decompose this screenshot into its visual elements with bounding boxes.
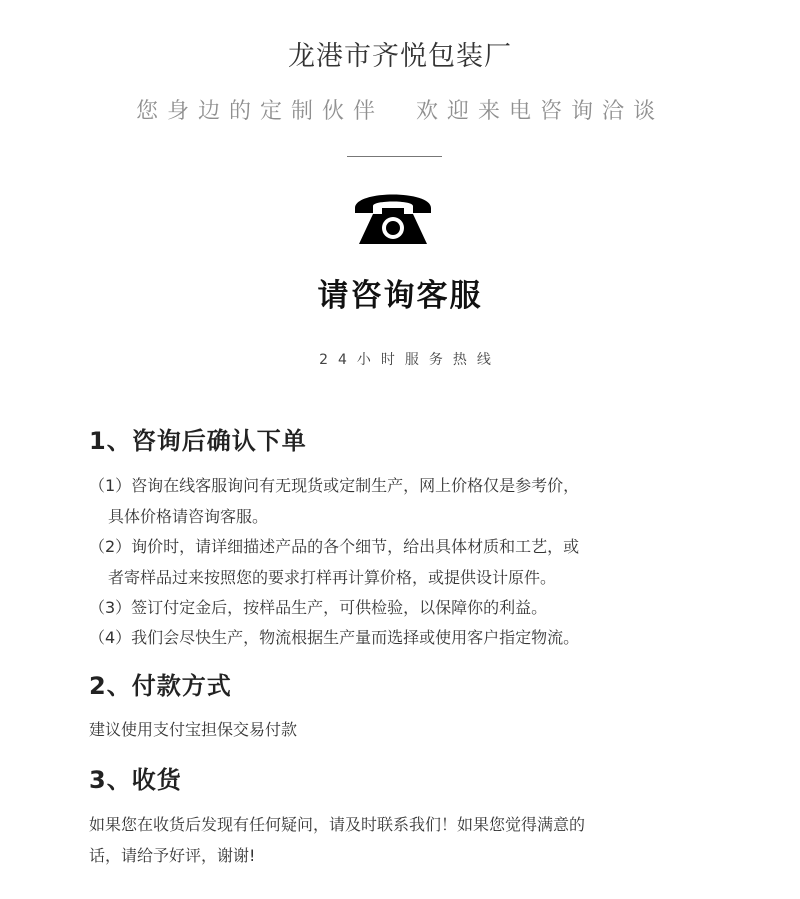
hotline-text: 24小时服务热线 bbox=[319, 352, 501, 368]
section-3-line-2: 话，请给予好评，谢谢! bbox=[89, 846, 256, 865]
section-1-line-5: （3）签订付定金后，按样品生产，可供检验，以保障你的利益。 bbox=[89, 598, 548, 617]
section-1-line-2: 具体价格请咨询客服。 bbox=[108, 507, 269, 526]
company-name: 龙港市齐悦包装厂 bbox=[288, 41, 512, 72]
section-2-heading: 2、付款方式 bbox=[89, 672, 232, 700]
section-3-line-1: 如果您在收货后发现有任何疑问，请及时联系我们！如果您觉得满意的 bbox=[89, 815, 586, 834]
slogan: 您身边的定制伙伴 欢迎来电咨询洽谈 bbox=[136, 99, 664, 124]
consult-title: 请咨询客服 bbox=[317, 278, 483, 314]
section-1-heading: 1、咨询后确认下单 bbox=[89, 427, 307, 455]
section-1-line-6: （4）我们会尽快生产，物流根据生产量而选择或使用客户指定物流。 bbox=[89, 628, 580, 647]
divider bbox=[347, 156, 442, 157]
section-1-line-1: （1）咨询在线客服询问有无现货或定制生产，网上价格仅是参考价， bbox=[89, 476, 580, 495]
section-1-line-3: （2）询价时，请详细描述产品的各个细节，给出具体材质和工艺，或 bbox=[89, 537, 580, 556]
section-2-line-1: 建议使用支付宝担保交易付款 bbox=[89, 720, 298, 739]
telephone-icon bbox=[351, 186, 435, 248]
section-3-heading: 3、收货 bbox=[89, 766, 182, 794]
section-1-line-4: 者寄样品过来按照您的要求打样再计算价格，或提供设计原件。 bbox=[108, 568, 557, 587]
